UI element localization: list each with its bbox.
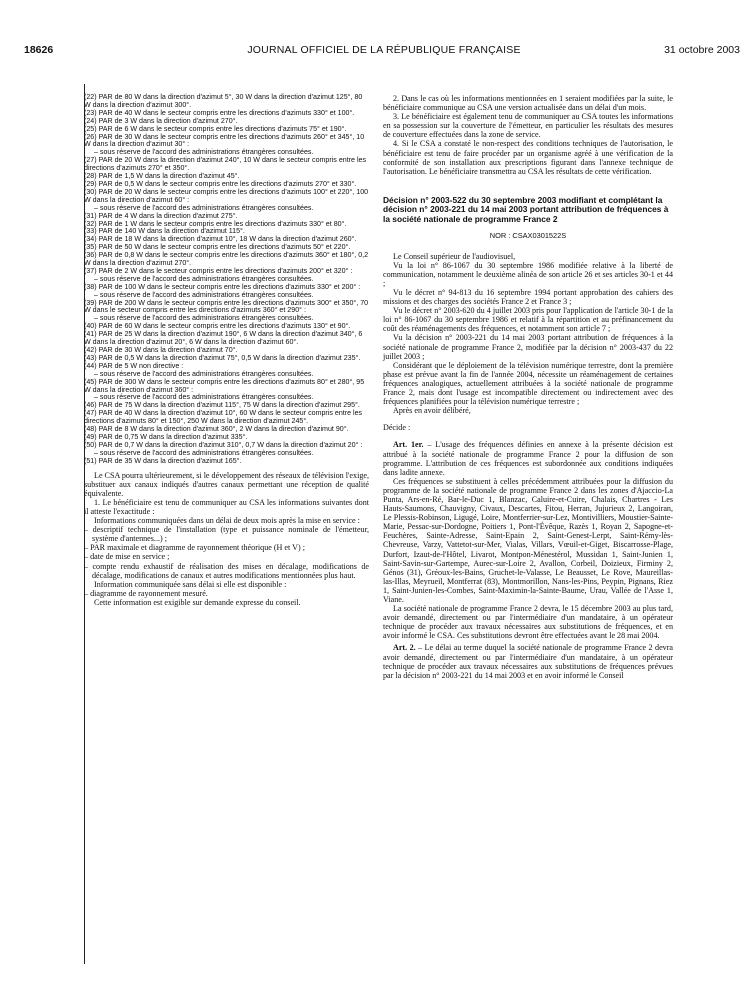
article-2 <box>383 643 673 679</box>
par-entry: (29) PAR de 0,5 W dans le secteur compris entre les directions d'azimuts 270° et 330°. <box>84 179 357 188</box>
left-body-text <box>84 471 369 607</box>
paragraph: – diagramme de rayonnement mesuré. <box>84 588 208 598</box>
left-column <box>84 94 369 607</box>
paragraph: – date de mise en service ; <box>84 552 170 562</box>
paragraph: – descriptif technique de l'installation (type et puissance nominale de l'émetteur, système d'antennes...) ; <box>84 525 369 544</box>
right-column <box>383 94 673 680</box>
decide-heading: Décide : <box>383 423 411 433</box>
par-entry: – sous réserve de l'accord des administrations étrangères consultées. <box>94 393 314 402</box>
paragraph: Information communiquée sans délai si elle est disponible : <box>94 579 287 589</box>
par-entry: (33) PAR de 140 W dans la direction d'azimut 115°. <box>84 227 245 236</box>
par-entry: (46) PAR de 75 W dans la direction d'azimut 115°, 75 W dans la direction d'azimut 295°. <box>84 401 360 410</box>
par-entry: (45) PAR de 300 W dans le secteur compris entre les directions d'azimuts 80° et 280°, 95 W dans la direction d'azimut 360° : <box>84 377 365 394</box>
visa-paragraph: Après en avoir délibéré, <box>393 406 471 416</box>
par-entry: (48) PAR de 8 W dans la direction d'azimut 360°, 2 W dans la direction d'azimut 90°. <box>84 425 349 434</box>
par-entry: – sous réserve de l'accord des administrations étrangères consultées. <box>94 369 314 378</box>
par-entry: – sous réserve de l'accord des administrations étrangères consultées. <box>94 290 314 299</box>
paragraph: La société nationale de programme France 2 devra, le 15 décembre 2003 au plus tard, avoir demandé, directement ou par l'intermédiaire d'un mandataire, à un opérateur technique de procéder aux travaux nécessaires aux substitutions de fréquences, et en avoir informé le CSA. Ces substitutions devront être effectuées avant le 28 mai 2004. <box>383 604 673 641</box>
article-1-label: Art. 1er. <box>393 440 424 450</box>
par-entry: (22) PAR de 80 W dans la direction d'azimut 5°, 30 W dans la direction d'azimut 125°, 80 W dans la direction d'azimut 300°. <box>84 93 363 109</box>
par-entry: (41) PAR de 25 W dans la direction d'azimut 190°, 6 W dans la direction d'azimut 340°, 6 W dans la direction d'azimut 20°, 6 W dans la direction d'azimut 60°. <box>84 330 363 347</box>
paragraph: 2. Dans le cas où les informations mentionnées en 1 seraient modifiées par la suite, le bénéficiaire communique au CSA une version actualisée dans un délai d'un mois. <box>383 94 673 113</box>
par-entry: (49) PAR de 0,75 W dans la direction d'azimut 335°. <box>84 432 248 441</box>
par-entry: (31) PAR de 4 W dans la direction d'azimut 275°. <box>84 211 238 220</box>
par-entry: – sous réserve de l'accord des administrations étrangères consultées. <box>94 203 314 212</box>
visa-paragraph: Vu le décret n° 94-813 du 16 septembre 1994 portant approbation des cahiers des missions et des charges des sociétés France 2 et France 3 ; <box>383 288 673 307</box>
right-body-text <box>383 477 673 641</box>
article-2-text: – Le délai au terme duquel la société nationale de programme France 2 devra avoir demandé, directement ou par l'intermédiaire d'un mandataire, à un opérateur technique de procéder aux travaux nécessaires aux substitutions de fréquences prévues par la décision n° 2003-221 du 14 mai 2003 et en avoir informé le Conseil <box>383 643 673 680</box>
par-entry: (40) PAR de 60 W dans le secteur compris entre les directions d'azimuts 130° et 90°. <box>84 322 351 331</box>
par-entry: (34) PAR de 18 W dans la direction d'azimut 10°, 18 W dans la direction d'azimut 260°. <box>84 235 357 244</box>
page-number: 18626 <box>24 44 54 56</box>
par-entry: (30) PAR de 20 W dans le secteur compris entre les directions d'azimuts 100° et 220°, 100 W dans la direction d'azimut 60° : <box>84 187 369 204</box>
decision-title: Décision n° 2003-522 du 30 septembre 2003 modifiant et complétant la décision n° 2003-221 du 14 mai 2003 portant attribution de fréquences à la société nationale de programme France 2 <box>383 194 669 225</box>
visas <box>383 252 673 416</box>
par-entry: (44) PAR de 5 W non directive : <box>84 361 184 370</box>
nor-reference: NOR : CSAX0301522S <box>489 230 567 240</box>
article-1 <box>383 440 673 476</box>
par-entry: (37) PAR de 2 W dans le secteur compris entre les directions d'azimuts 200° et 320° : <box>84 266 353 275</box>
par-entry: (50) PAR de 0,7 W dans la direction d'azimut 310°, 0,7 W dans la direction d'azimut 20° : <box>84 440 363 449</box>
visa-paragraph: Vu le décret n° 2003-620 du 4 juillet 2003 pris pour l'application de l'article 30-1 de la loi n° 86-1067 du 30 septembre 1986 et relatif à la répartition et au préfinancement du coût des réaménagements des fréquences, et notamment son article 7 ; <box>383 306 673 334</box>
paragraph: – compte rendu exhaustif de réalisation des mises en décalage, modifications de décalage, modifications de canaux et autres modifications mentionnées plus haut. <box>84 561 369 580</box>
par-entry: (25) PAR de 6 W dans le secteur compris entre les directions d'azimuts 75° et 190°. <box>84 124 347 133</box>
par-entry: (24) PAR de 3 W dans la direction d'azimut 270°. <box>84 116 238 125</box>
paragraph: 1. Le bénéficiaire est tenu de communiquer au CSA les informations suivantes dont il atteste l'exactitude : <box>84 497 369 516</box>
right-top-text <box>383 94 673 176</box>
visa-paragraph: Le Conseil supérieur de l'audiovisuel, <box>393 251 516 261</box>
par-entry: – sous réserve de l'accord des administrations étrangères consultées. <box>94 314 314 323</box>
paragraph: 3. Le bénéficiaire est également tenu de communiquer au CSA toutes les informations en sa possession sur la couverture de l'émetteur, en particulier les résultats des mesures de couverture effectuées dans la zone de service. <box>383 112 673 140</box>
par-entry: (28) PAR de 1,5 W dans la direction d'azimut 45°. <box>84 172 240 181</box>
par-entry: – sous réserve de l'accord des administrations étrangères consultées. <box>94 448 314 457</box>
par-entry: (38) PAR de 100 W dans le secteur compris entre les directions d'azimuts 330° et 200° : <box>84 282 361 291</box>
par-entry: (36) PAR de 0,8 W dans le secteur compris entre les directions d'azimuts 360° et 180°, 0,2 W dans la direction d'azimut 270°. <box>84 251 369 268</box>
par-entry: (51) PAR de 35 W dans la direction d'azimut 165°. <box>84 456 242 465</box>
paragraph: Cette information est exigible sur demande expresse du conseil. <box>94 597 301 607</box>
visa-paragraph: Vu la loi n° 86-1067 du 30 septembre 1986 modifiée relative à la liberté de communication, notamment le deuxième alinéa de son article 26 et ses articles 30-1 et 44 ; <box>383 260 673 288</box>
par-entry: (43) PAR de 0,5 W dans la direction d'azimut 75°, 0,5 W dans la direction d'azimut 235°. <box>84 353 361 362</box>
visa-paragraph: Vu la décision n° 2003-221 du 14 mai 2003 portant attribution de fréquences à la société nationale de programme France 2, modifiée par la décision n° 2003-437 du 22 juillet 2003 ; <box>383 333 673 361</box>
par-entry: (35) PAR de 50 W dans le secteur compris entre les directions d'azimuts 50° et 220°. <box>84 243 351 252</box>
paragraph: Ces fréquences se substituent à celles précédemment attribuées pour la diffusion du programme de la société nationale de programme France 2 dans les zones d'Ajaccio-La Punta, Ars-en-Ré, Bar-le-Duc 1, Blanzac, Caluire-et-Cuire, Chalais, Chartres - Les Hauts-Saumons, Chauvigny, Civaux, Descartes, Fitou, Herran, Jujurieux 2, Langoiran, Le Plessis-Robinson, Ligugé, Loire, Montferrier-sur-Lez, Montivilliers, Moustier-Sainte-Marie, Pessac-sur-Dordogne, Poitiers 1, Pont-l'Évêque, Razès 1, Royan 2, Sapogne-et-Feuchères, Sainte-Adresse, Saint-Epain 2, Saint-Genest-Lerpt, Saint-Rémy-lès-Chevreuse, Varzy, Vattetot-sur-Mer, Vialas, Villars, Vœuil-et-Giget, Biscarrosse-Plage, Durfort, Izaut-de-l'Hôtel, Livarot, Montpon-Ménestérol, Mussidan 1, Saint-Junien 1, Saint-Savin-sur-Gartempe, Aurec-sur-Loire 2, Avallon, Corbeil, Doizieux, Firminy 2, Génos (31), Gréoux-les-Bains, Gruchet-le-Valasse, Le Beausset, Le Rove, Maureillas-las-Illas, Meyrueil, Montferrat (83), Montmorillon, Nans-les-Pins, Peypin, Pignans, Riez 1, Saint-Junien-les-Combes, Saint-Maximin-la-Sainte-Baume, Urau, Vallée de l'Asse 1, Viane. <box>383 476 673 604</box>
paragraph: Le CSA pourra ultérieurement, si le développement des réseaux de télévision l'exige, substituer aux canaux indiqués d'autres canaux permettant une réception de qualité équivalente. <box>84 470 369 498</box>
par-entry: (26) PAR de 30 W dans le secteur compris entre les directions d'azimuts 260° et 345°, 10 W dans la direction d'azimut 30° : <box>84 132 365 149</box>
par-entry: (23) PAR de 40 W dans le secteur compris entre les directions d'azimuts 330° et 100°. <box>84 108 355 117</box>
article-2-label: Art. 2. <box>393 643 416 653</box>
issue-date: 31 octobre 2003 <box>664 44 740 56</box>
par-list <box>84 94 369 466</box>
par-entry: – sous réserve de l'accord des administrations étrangères consultées. <box>94 274 314 283</box>
par-entry: (47) PAR de 40 W dans la direction d'azimut 10°, 60 W dans le secteur compris entre les directions d'azimuts 80° et 150°, 250 W dans la direction d'azimut 245°. <box>84 409 363 426</box>
par-entry: (42) PAR de 30 W dans la direction d'azimut 70°. <box>84 346 238 354</box>
journal-title: JOURNAL OFFICIEL DE LA RÉPUBLIQUE FRANÇAISE <box>247 44 521 56</box>
article-1-text: – L'usage des fréquences définies en annexe à la présente décision est attribué à la société nationale de programme France 2 pour la diffusion de son programme. L'attribution de ces fréquences est subordonnée aux conditions indiquées dans ladite annexe. <box>383 440 673 477</box>
par-entry: (27) PAR de 20 W dans la direction d'azimut 240°, 10 W dans le secteur compris entre les directions d'azimuts 270° et 350°. <box>84 156 367 173</box>
par-entry: (39) PAR de 200 W dans le secteur compris entre les directions d'azimuts 300° et 350°, 70 W dans le secteur compris entre les directions d'azimuts 360° et 290° : <box>84 298 369 315</box>
paragraph: – PAR maximale et diagramme de rayonnement théorique (H et V) ; <box>84 543 305 553</box>
paragraph: Informations communiquées dans un délai de deux mois après la mise en service : <box>94 516 360 526</box>
paragraph: 4. Si le CSA a constaté le non-respect des conditions techniques de l'autorisation, le bénéficiaire est tenu de faire procéder par un organisme agréé à une vérification de la conformité de son installation aux prescriptions figurant dans l'annexe technique de l'autorisation. Le bénéficiaire transmettra au CSA les résultats de cette vérification. <box>383 139 673 176</box>
visa-paragraph: Considérant que le déploiement de la télévision numérique terrestre, dont la première phase est prévue avant la fin de l'année 2004, nécessite un réaménagement de certaines fréquences analogiques, actuellement attribuées à la société nationale de programme France 2, mais dont l'usage est incompatible directement ou indirectement avec des fréquences planifiées pour la télévision numérique terrestre ; <box>383 360 673 407</box>
par-entry: (32) PAR de 1 W dans le secteur compris entre les directions d'azimuts 330° et 80°. <box>84 219 347 228</box>
par-entry: – sous réserve de l'accord des administrations étrangères consultées. <box>94 148 314 157</box>
page-header <box>24 44 744 58</box>
